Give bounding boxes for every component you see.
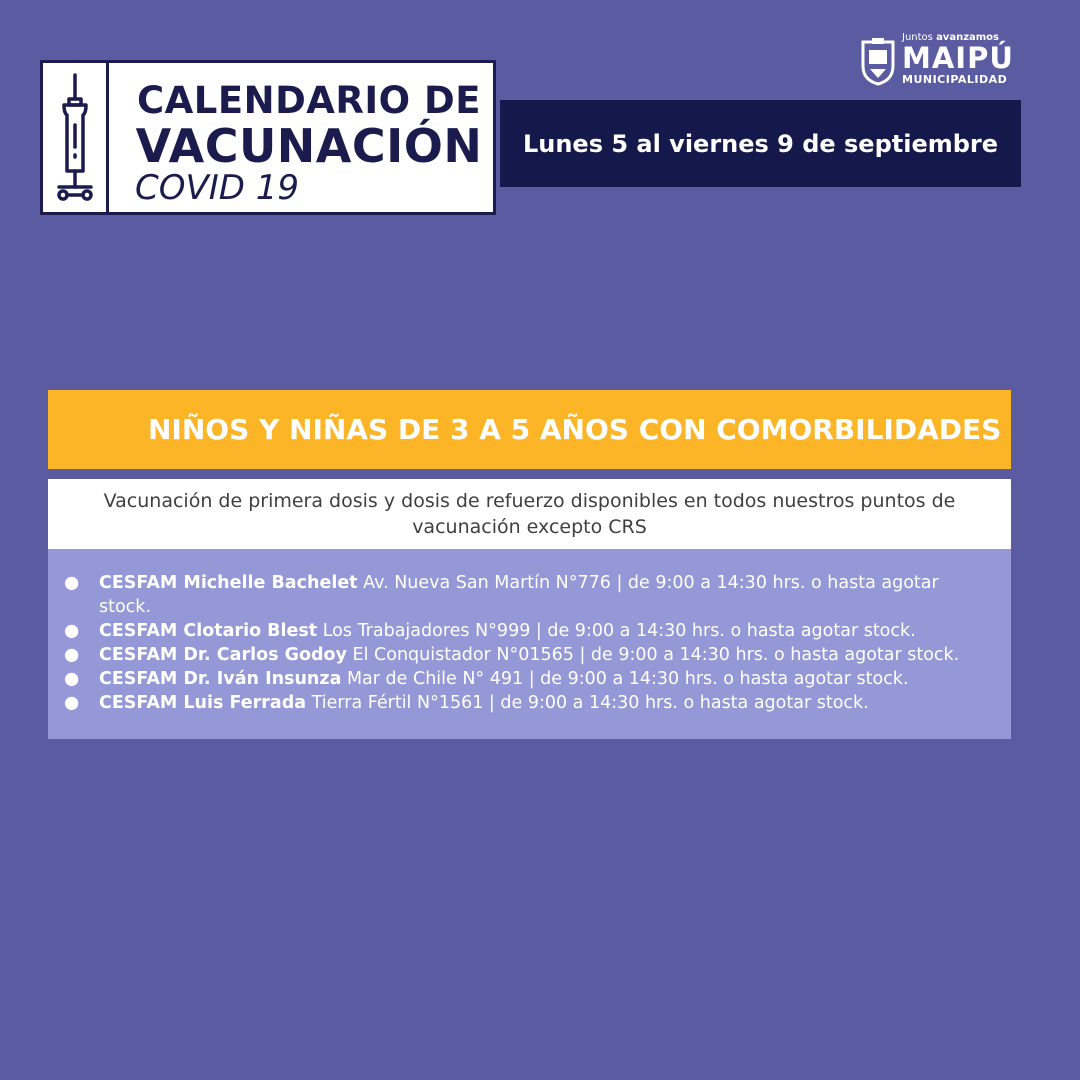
date-range-banner: Lunes 5 al viernes 9 de septiembre — [500, 100, 1021, 187]
location-details: Tierra Fértil N°1561 | de 9:00 a 14:30 hrs. o hasta agotar stock. — [306, 693, 869, 713]
location-item — [64, 691, 991, 715]
location-name: CESFAM Luis Ferrada — [99, 693, 307, 713]
maipu-logo — [860, 32, 1020, 90]
title-line-2: VACUNACIÓN — [135, 119, 483, 173]
syringe-icon — [53, 73, 97, 203]
locations-panel — [48, 549, 1011, 739]
title-card — [40, 60, 496, 215]
logo-tagline: Juntos avanzamos — [902, 32, 1000, 43]
location-item — [64, 643, 991, 667]
logo-subtitle: MUNICIPALIDAD — [902, 73, 1008, 86]
bullet-icon: ● — [64, 645, 80, 665]
bullet-icon: ● — [64, 669, 80, 689]
location-details: Av. Nueva San Martín N°776 | de 9:00 a 14:30 hrs. o hasta agotar stock. — [99, 573, 939, 617]
location-details: Mar de Chile N° 491 | de 9:00 a 14:30 hrs. o hasta agotar stock. — [341, 669, 909, 689]
location-name: CESFAM Dr. Iván Insunza — [99, 669, 342, 689]
location-name: CESFAM Michelle Bachelet — [99, 573, 358, 593]
location-details: Los Trabajadores N°999 | de 9:00 a 14:30 hrs. o hasta agotar stock. — [317, 621, 916, 641]
location-item — [64, 667, 991, 691]
location-name: CESFAM Dr. Carlos Godoy — [99, 645, 347, 665]
group-heading: NIÑOS Y NIÑAS DE 3 A 5 AÑOS CON COMORBILIDADES — [48, 390, 1011, 469]
locations-list — [64, 571, 991, 715]
shield-icon — [860, 36, 896, 86]
bullet-icon: ● — [64, 573, 80, 593]
bullet-icon: ● — [64, 621, 80, 641]
logo-brand: MAIPÚ — [902, 41, 1014, 75]
location-item — [64, 619, 991, 643]
vaccination-note — [48, 479, 1011, 549]
vaccination-note-text: Vacunación de primera dosis y dosis de refuerzo disponibles en todos nuestros puntos de vacunación excepto CRS — [103, 490, 956, 538]
title-line-3: COVID 19 — [135, 168, 300, 208]
title-line-1: CALENDARIO DE — [136, 79, 482, 122]
location-name: CESFAM Clotario Blest — [99, 621, 318, 641]
location-details: El Conquistador N°01565 | de 9:00 a 14:30 hrs. o hasta agotar stock. — [346, 645, 960, 665]
bullet-icon: ● — [64, 693, 80, 713]
syringe-box — [43, 63, 109, 212]
location-item — [64, 571, 991, 619]
